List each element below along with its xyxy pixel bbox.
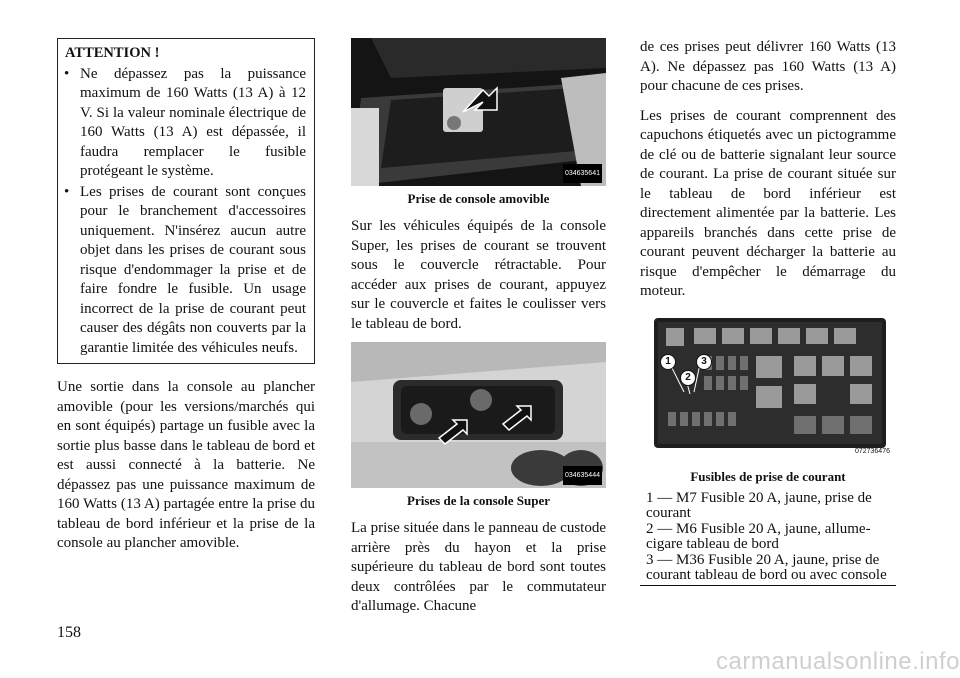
page-number: 158: [57, 624, 81, 641]
fuse-item: 1 — M7 Fusible 20 A, jaune, prise de courant: [646, 489, 872, 521]
warning-list: [62, 65, 306, 359]
column-right: [640, 38, 896, 586]
figure-caption: Prises de la console Super: [407, 493, 550, 508]
figure-code: 034635641: [563, 164, 602, 184]
column-middle: [351, 38, 606, 627]
fuse-item: 2 — M6 Fusible 20 A, jaune, allume-cigare tableau de bord: [646, 520, 871, 552]
body-paragraph: Une sortie dans la console au plancher amovible (pour les versions/marchés qui en sont équipés) partage un fusible avec la sortie plus basse dans le tableau de bord et est aussi connecté à la batterie. Ne dépassez pas une puissance maximum de 160 Watts (13 A) partagée entre la prise du tableau de bord inférieur et la prise de la console au plancher amovible.: [57, 379, 315, 551]
callout-3: 3: [696, 354, 712, 370]
bullet-icon: •: [64, 65, 70, 82]
warning-box: [57, 38, 315, 364]
super-console-photo: [351, 342, 606, 488]
callout-2: 2: [680, 370, 696, 386]
figure-caption: Prise de console amovible: [407, 191, 550, 206]
fuse-list: [640, 491, 896, 586]
body-paragraph: Les prises de courant comprennent des capuchons étiquetés avec un pictogramme de clé ou de batterie signalant leur source de courant. La prise de courant située sur le tableau de bord inférieur est directement alimentée par la batterie. Les appareils branchés dans cette prise de courant peuvent décharger la batterie au risque d'empêcher le démarrage du moteur.: [640, 107, 896, 299]
warning-item: • Ne dépassez pas la puissance maximum de 160 Watts (13 A) à 12 V. Si la valeur nominale électrique de 160 Watts (13 A) est dépassée, il faudra remplacer le fusible protégeant le système.: [64, 65, 306, 179]
bullet-icon: •: [64, 183, 70, 200]
fuse-box-figure: [644, 312, 892, 462]
removable-console-photo: [351, 38, 606, 186]
watermark: carmanualsonline.info: [716, 648, 960, 675]
figure-code: 034635444: [563, 466, 602, 486]
warning-item: • Les prises de courant sont conçues pour le branchement d'accessoires uniquement. N'insérez aucun autre objet dans les prises de courant sous risque d'endommager la prise et de faire fondre le fusible. Un usage incorrect de la prise de courant peut causer des dégâts non couverts par la garantie limitée des véhicules neufs.: [64, 183, 306, 356]
figure-code: 072736476: [854, 448, 890, 455]
callout-1: 1: [660, 354, 676, 370]
warning-title: ATTENTION !: [65, 45, 160, 61]
body-paragraph: Sur les véhicules équipés de la console Super, les prises de courant se trouvent sous le couvercle rétractable. Pour accéder aux prises de courant, appuyez sur le couvercle et faites le coulisser vers le tableau de bord.: [351, 218, 606, 332]
fuse-item: 3 — M36 Fusible 20 A, jaune, prise de courant tableau de bord ou avec console: [646, 551, 887, 583]
body-paragraph: La prise située dans le panneau de custode arrière près du hayon et la prise supérieure du tableau de bord sont toutes deux contrôlées par le commutateur d'allumage. Chacune: [351, 520, 606, 614]
column-left: [57, 38, 315, 564]
figure-caption: Fusibles de prise de courant: [690, 468, 846, 484]
body-paragraph: de ces prises peut délivrer 160 Watts (13 A). Ne dépassez pas 160 Watts (13 A) pour chacune de ces prises.: [640, 39, 896, 94]
